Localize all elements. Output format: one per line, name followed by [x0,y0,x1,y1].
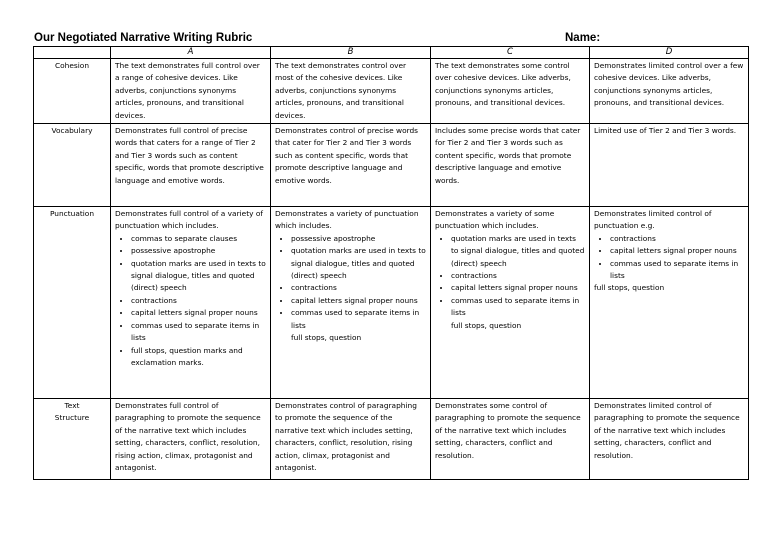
list-item: • contractions [131,295,266,307]
list-item: • commas used to separate items in lists [610,258,744,283]
cell-structure-b: Demonstrates control of paragraphing to promote the sequence of the narrative text which includes setting, characters, conflict, resolution, rising action, climax, protagonist and antagonist. [271,399,431,480]
punctuation-a-intro: Demonstrates full control of a variety of punctuation which includes. [115,209,263,231]
name-label: Name: [565,32,601,44]
row-vocabulary [34,124,749,207]
cell-cohesion-c: The text demonstrates some control over cohesive devices. Like adverbs, conjunctions synonyms articles, pronouns, and transitional devices. [431,59,590,124]
row-label-text-structure [34,399,111,480]
list-item: • quotation marks are used in texts to signal dialogue, titles and quoted (direct) speech [291,245,426,282]
list-item: • capital letters signal proper nouns [451,282,585,294]
rubric-title: Our Negotiated Narrative Writing Rubric [34,32,253,44]
cell-structure-d: Demonstrates limited control of paragraphing to promote the sequence of the narrative text which includes setting, characters, conflict and resolution. [590,399,749,480]
cell-punctuation-a [111,207,271,399]
list-item: • possessive apostrophe [131,245,266,257]
cell-vocabulary-c: Includes some precise words that cater for Tier 2 and Tier 3 words such as content specific, words that promote descriptive language and emotive words. [431,124,590,207]
punctuation-b-outro: full stops, question [291,333,362,343]
column-header-c: C [431,47,590,59]
cell-vocabulary-b: Demonstrates control of precise words that cater for Tier 2 and Tier 3 words such as content specific, words that promote descriptive language and emotive words. [271,124,431,207]
cell-cohesion-b: The text demonstrates control over most of the cohesive devices. Like adverbs, conjunctions synonyms articles, pronouns, and transitional devices. [271,59,431,124]
list-item: • commas used to separate items in lists [451,295,585,320]
row-label-vocabulary: Vocabulary [34,124,111,207]
header-corner [34,47,111,59]
cell-vocabulary-a: Demonstrates full control of precise words that caters for a range of Tier 2 and Tier 3 words such as content specific, words that promote descriptive language and emotive words. [111,124,271,207]
punctuation-a-list [115,233,266,369]
punctuation-c-intro: Demonstrates a variety of some punctuation which includes. [435,209,555,231]
cell-structure-c: Demonstrates some control of paragraphing to promote the sequence of the narrative text which includes setting, characters, conflict and resolution. [431,399,590,480]
row-punctuation [34,207,749,399]
cell-punctuation-c [431,207,590,399]
list-item: • capital letters signal proper nouns [291,295,426,307]
cell-structure-a: Demonstrates full control of paragraphing to promote the sequence of the narrative text which includes setting, characters, conflict, resolution, rising action, climax, protagonist and antagonist. [111,399,271,480]
cell-cohesion-a: The text demonstrates full control over a range of cohesive devices. Like adverbs, conjunctions synonyms articles, pronouns, and transitional devices. [111,59,271,124]
row-text-structure [34,399,749,480]
list-item: • contractions [451,270,585,282]
column-header-d: D [590,47,749,59]
row-label-line: Text [64,401,80,411]
row-cohesion [34,59,749,124]
punctuation-d-outro: full stops, question [594,283,665,293]
list-item: • quotation marks are used in texts to signal dialogue, titles and quoted (direct) speech [451,233,585,270]
punctuation-b-intro: Demonstrates a variety of punctuation which includes. [275,209,419,231]
list-item: • commas used to separate items in lists [131,320,266,345]
punctuation-c-list [435,233,585,320]
list-item: • contractions [610,233,744,245]
list-item: • capital letters signal proper nouns [131,307,266,319]
cell-punctuation-b [271,207,431,399]
list-item: • possessive apostrophe [291,233,426,245]
punctuation-d-list [594,233,744,283]
header-row [34,47,749,59]
cell-cohesion-d: Demonstrates limited control over a few cohesive devices. Like adverbs, conjunctions synonyms articles, pronouns, and transitional devices. [590,59,749,124]
punctuation-b-list [275,233,426,332]
list-item: • quotation marks are used in texts to signal dialogue, titles and quoted (direct) speech [131,258,266,295]
row-label-punctuation: Punctuation [34,207,111,399]
column-header-b: B [271,47,431,59]
cell-punctuation-d [590,207,749,399]
list-item: • commas used to separate items in lists [291,307,426,332]
punctuation-c-outro: full stops, question [451,320,522,330]
list-item: • contractions [291,282,426,294]
row-label-line: Structure [54,413,90,423]
punctuation-d-intro: Demonstrates limited control of punctuation e.g. [594,209,712,231]
cell-vocabulary-d: Limited use of Tier 2 and Tier 3 words. [590,124,749,207]
column-header-a: A [111,47,271,59]
list-item: • commas to separate clauses [131,233,266,245]
rubric-table [33,46,749,480]
list-item: • capital letters signal proper nouns [610,245,744,257]
list-item: • full stops, question marks and exclamation marks. [131,345,266,370]
row-label-cohesion: Cohesion [34,59,111,124]
